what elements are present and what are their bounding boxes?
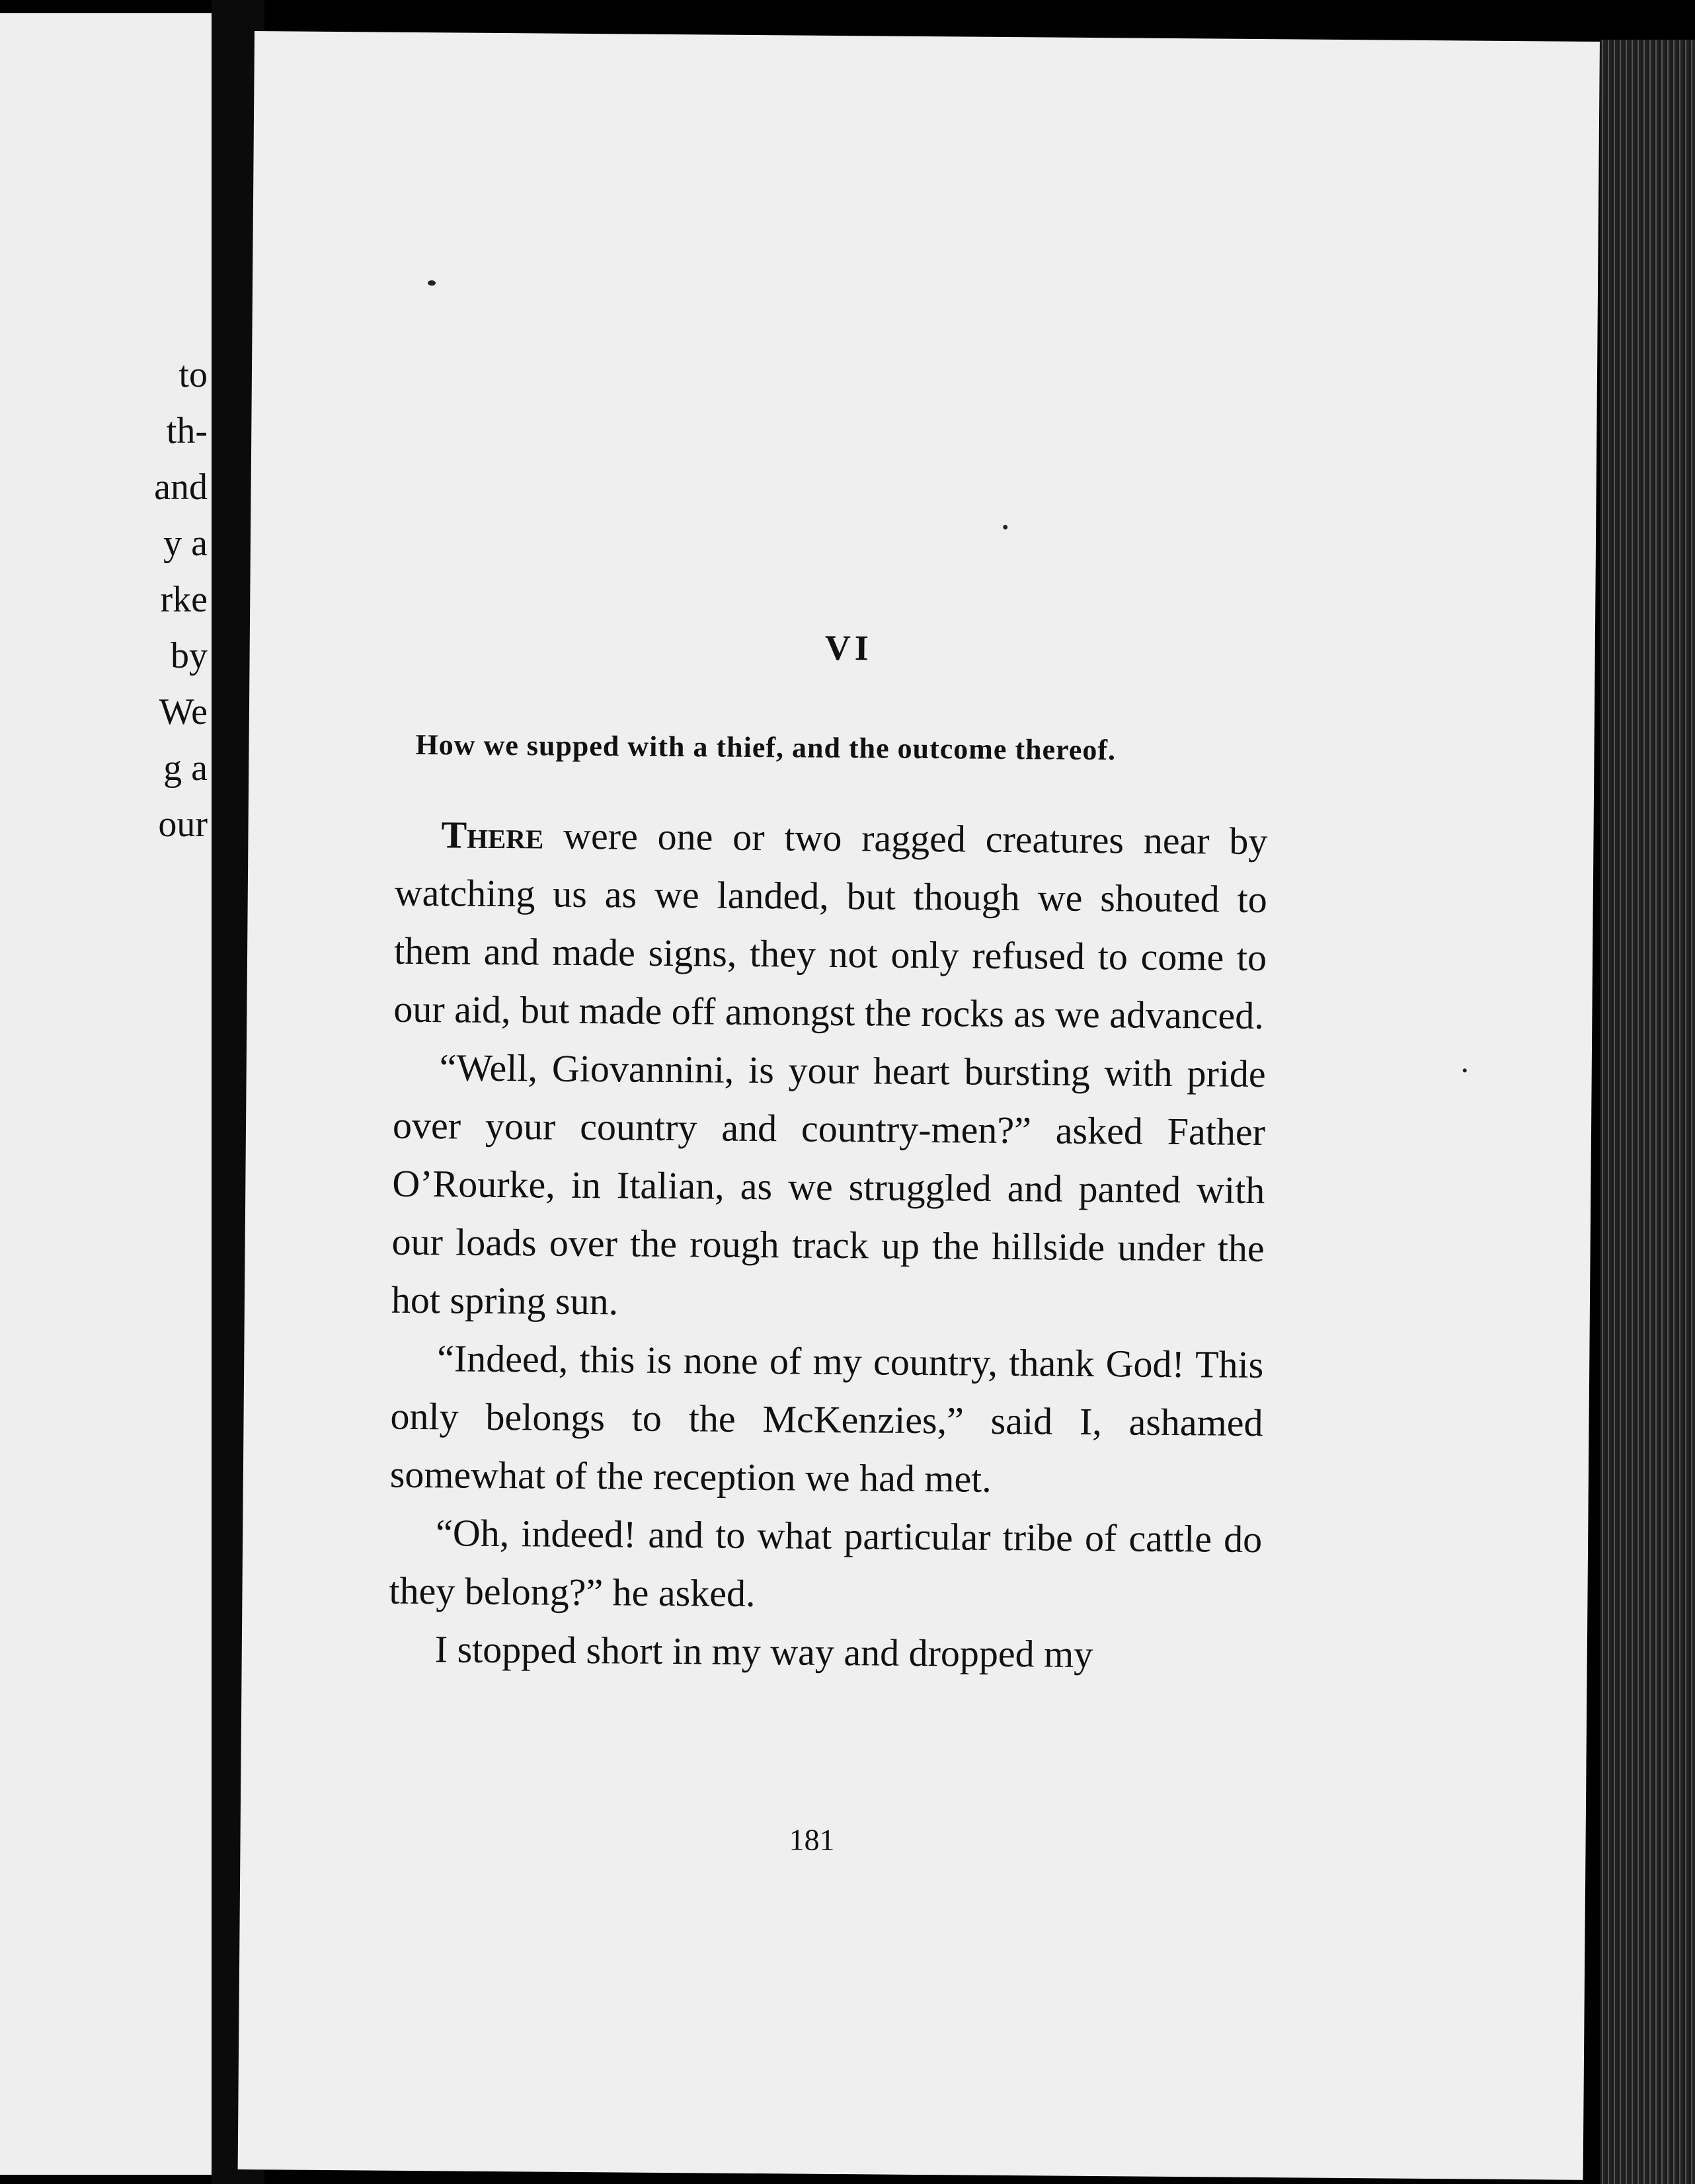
left-page-line: g a xyxy=(163,748,208,789)
left-page-line: our xyxy=(158,804,208,845)
paragraph: “Well, Giovannini, is your heart bursting with pride over your country and country-men?” asked Father O’Rourke, in Italian, as we struggled and panted with our loads over the rough track up the hillside under the hot spring sun. xyxy=(391,1046,1266,1323)
left-page-line: th- xyxy=(166,410,208,451)
paragraph: “Indeed, this is none of my country, thank God! This only belongs to the McKenzies,” said I, ashamed somewhat of the reception we had met. xyxy=(389,1337,1264,1501)
page-edges xyxy=(1600,40,1695,2184)
paragraph: I stopped short in my way and dropped my xyxy=(434,1627,1093,1676)
paragraph xyxy=(393,806,1268,1045)
left-page-line: by xyxy=(171,635,208,676)
ink-speck xyxy=(1463,1068,1467,1072)
chapter-title: How we supped with a thief, and the outcome thereof. xyxy=(415,728,1117,767)
ink-speck xyxy=(1003,525,1007,529)
left-page-line: y a xyxy=(163,523,208,564)
chapter-number: VI xyxy=(824,627,873,668)
ink-speck xyxy=(428,280,436,286)
page-number: 181 xyxy=(789,1822,835,1857)
body-text xyxy=(388,806,1267,1685)
previous-page-fragment xyxy=(0,13,212,2175)
book-page xyxy=(238,31,1600,2180)
paragraph: “Oh, indeed! and to what particular tribe of cattle do they belong?” he asked. xyxy=(389,1511,1263,1616)
paragraph-text: were one or two ragged creatures near by watching us as we landed, but though we shouted to them and made signs, they not only refused to come to our aid, but made off amongst the rocks as we advanced. xyxy=(393,814,1268,1038)
left-page-line: to xyxy=(178,354,208,395)
left-page-line: rke xyxy=(160,579,208,620)
left-page-line: We xyxy=(159,691,208,732)
left-page-line: and xyxy=(154,467,208,508)
paragraph-lead-word: There xyxy=(441,813,544,857)
